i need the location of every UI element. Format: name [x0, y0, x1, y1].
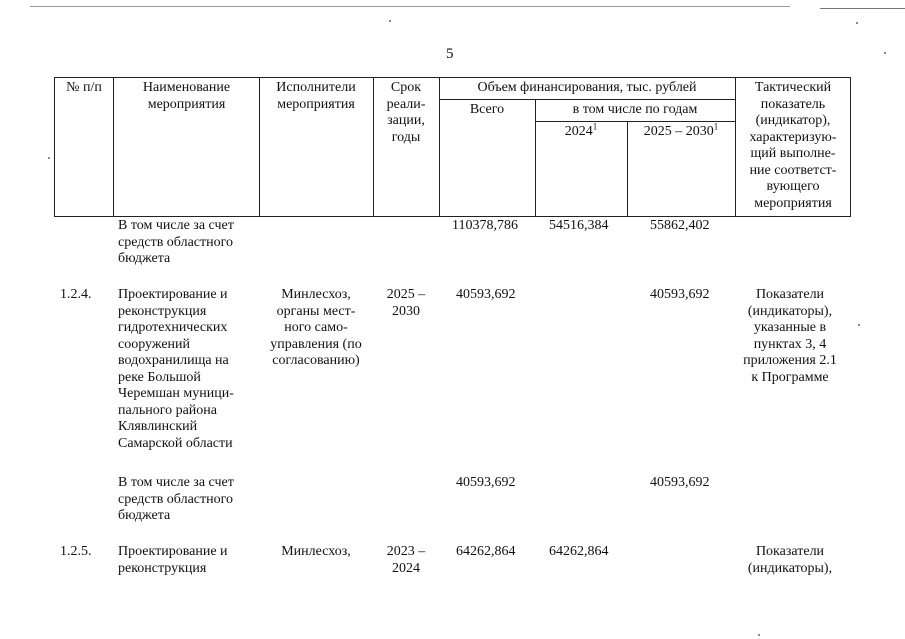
header-term: Срок реали-зации, годы — [386, 80, 426, 145]
row-year-2025-2030: 40593,692 — [650, 475, 710, 490]
header-by-years: в том числе по годам — [572, 102, 698, 117]
row-year-2025-2030: 55862,402 — [650, 218, 710, 233]
scan-speck — [856, 22, 858, 24]
row-total: 40593,692 — [456, 287, 516, 302]
header-divider — [259, 77, 260, 217]
row-year-2025-2030: 40593,692 — [650, 287, 710, 302]
row-executors: Минлесхоз, — [281, 544, 351, 559]
header-divider — [535, 121, 736, 122]
page-number: 5 — [446, 46, 454, 62]
scan-edge-line — [30, 6, 790, 7]
header-divider — [113, 77, 114, 217]
header-divider — [735, 77, 736, 217]
header-total: Всего — [469, 102, 505, 117]
header-indicator: Тактический показатель (индикатор), характеризую-щий выполне-ние соответст-вующего мероприятия — [749, 80, 837, 211]
scan-speck — [858, 324, 860, 326]
header-executors: Исполнители мероприятия — [276, 80, 356, 112]
row-indicator: Показатели (индикаторы), — [747, 544, 833, 576]
header-year-2024: 2024$^1$ — [564, 121, 598, 139]
row-term: 2023 – 2024 — [386, 544, 426, 576]
row-total: 40593,692 — [456, 475, 516, 490]
row-executors: Минлесхоз, органы мест-ного само-управления (по согласованию) — [270, 287, 362, 368]
scan-speck — [758, 634, 760, 636]
row-term: 2025 – 2030 — [386, 287, 426, 319]
row-name: Проектирование и реконструкция — [118, 544, 228, 576]
row-name: Проектирование и реконструкция гидротехнических сооружений водохранилища на реке Большой Черемшан муници-пального района Клявлинский Самарской области — [118, 287, 234, 451]
scan-edge-line — [820, 8, 905, 9]
scan-speck — [389, 20, 391, 22]
header-funding: Объем финансирования, тыс. рублей — [477, 80, 697, 95]
footnote-mark: 1 — [713, 121, 719, 132]
header-divider — [373, 77, 374, 217]
row-name: В том числе за счет средств областного бюджета — [118, 218, 234, 266]
row-number: 1.2.4. — [60, 287, 92, 302]
row-name: В том числе за счет средств областного бюджета — [118, 475, 234, 523]
scan-speck — [884, 52, 886, 54]
header-divider — [627, 121, 628, 217]
row-indicator: Показатели (индикаторы), указанные в пунктах 3, 4 приложения 2.1 к Программе — [743, 287, 837, 385]
scan-speck — [48, 157, 50, 159]
row-year-2024: 54516,384 — [549, 218, 609, 233]
header-no: № п/п — [66, 80, 102, 95]
row-total: 64262,864 — [456, 544, 516, 559]
header-name: Наименование мероприятия — [142, 80, 231, 112]
header-divider — [535, 99, 536, 217]
header-divider — [439, 99, 736, 100]
row-year-2024: 64262,864 — [549, 544, 609, 559]
footnote-mark: 1 — [592, 121, 598, 132]
header-divider — [439, 77, 440, 217]
row-number: 1.2.5. — [60, 544, 92, 559]
row-total: 110378,786 — [452, 218, 518, 233]
header-year-2025-2030: 2025 – 2030$^1$ — [643, 121, 719, 139]
